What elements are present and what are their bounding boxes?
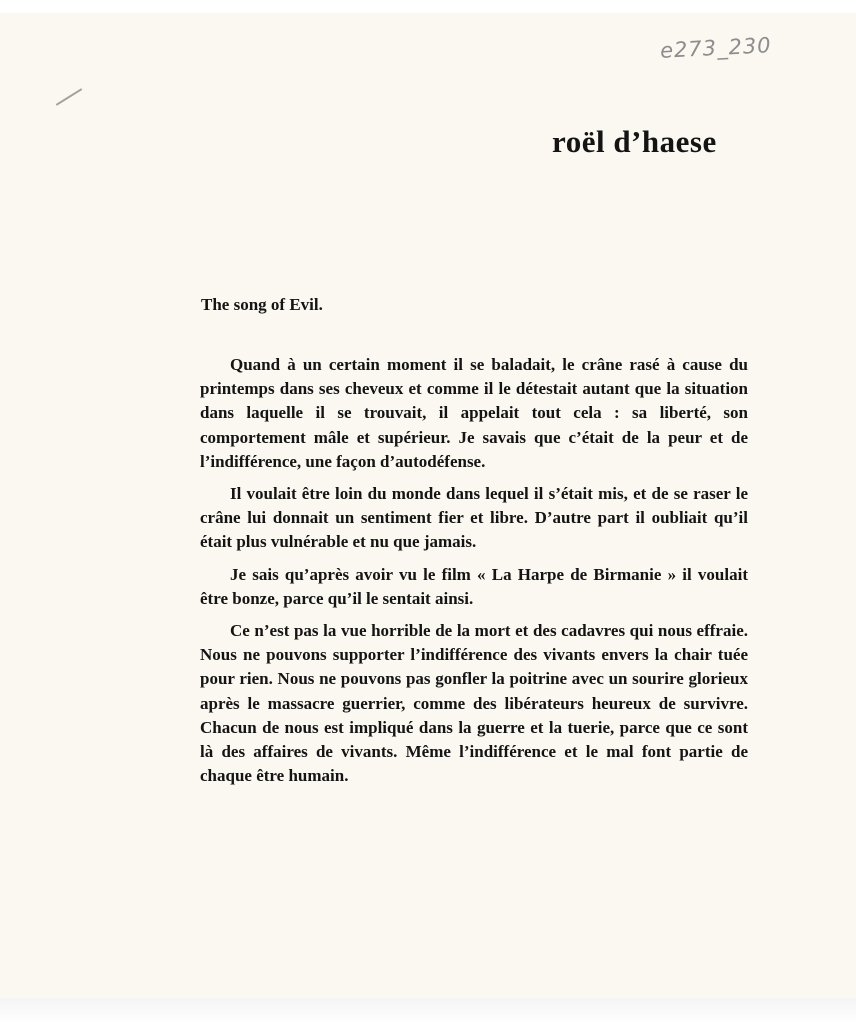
paragraph: Je sais qu’après avoir vu le film « La Harpe de Birmanie » il voulait être bonze, parce qu’il le sentait ainsi. [200,564,748,608]
document-title: The song of Evil. [201,295,323,314]
scan-background [0,998,856,1024]
pencil-mark [56,88,83,106]
author-heading: roël d’haese [552,124,717,159]
paragraph: Il voulait être loin du monde dans lequel il s’était mis, et de se raser le crâne lui donnait un sentiment fier et libre. D’autre part il oubliait qu’il était plus vulnérable et nu que jamais. [200,484,748,552]
document-page [0,14,856,1000]
paragraph: Quand à un certain moment il se baladait, le crâne rasé à cause du printemps dans ses cheveux et comme il le détestait autant que la situation dans laquelle il se trouvait, il appelait tout cela : sa liberté, son comportement mâle et supérieur. Je savais que c’était de la peur et de l’indifférence, une façon d’autodéfense. [200,355,748,471]
catalog-number: e273_230 [659,33,773,63]
body-text [200,353,748,796]
paragraph: Ce n’est pas la vue horrible de la mort et des cadavres qui nous effraie. Nous ne pouvons supporter l’indifférence des vivants envers la chair tuée pour rien. Nous ne pouvons pas gonfler la poitrine avec un sourire glorieux après le massacre guerrier, comme des libérateurs heureux de survivre. Chacun de nous est impliqué dans la guerre et la tuerie, parce que ce sont là des affaires de vivants. Même l’indifférence et le mal font partie de chaque être humain. [200,621,748,786]
